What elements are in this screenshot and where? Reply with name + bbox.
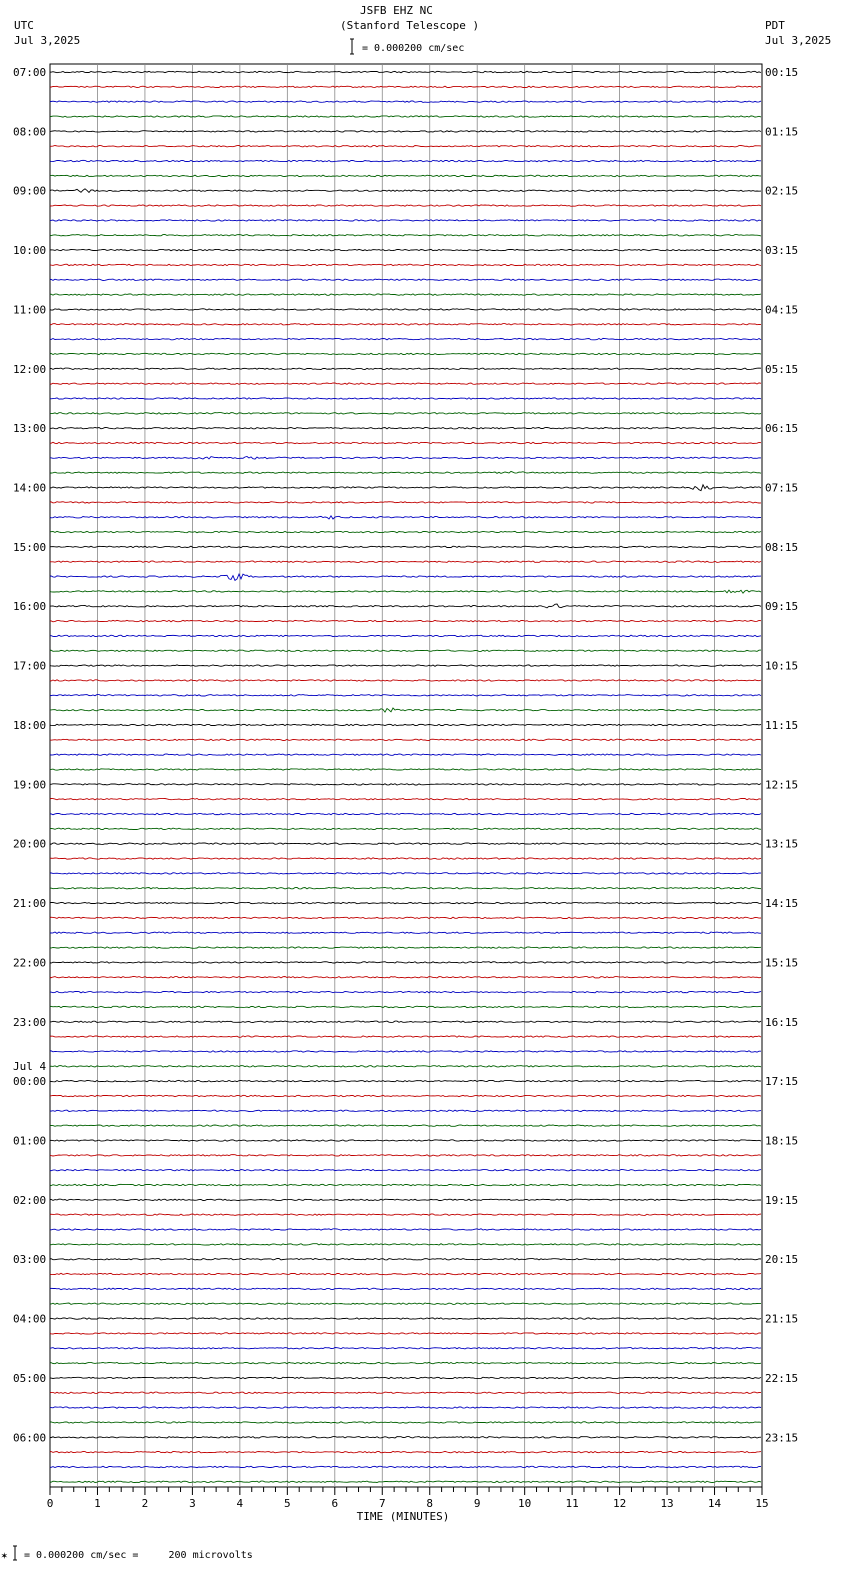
- x-tick-label: 7: [378, 1497, 386, 1510]
- pdt-hour-label: 11:15: [765, 718, 799, 732]
- utc-hour-label: 22:00: [13, 956, 47, 970]
- seismic-trace: [50, 917, 761, 918]
- seismic-trace: [50, 383, 761, 384]
- seismic-trace: [50, 516, 761, 519]
- pdt-hour-label: 05:15: [765, 362, 799, 376]
- date-change-label: Jul 4: [13, 1060, 47, 1074]
- seismic-trace: [50, 1125, 761, 1126]
- pdt-hour-label: 22:15: [765, 1371, 799, 1385]
- seismic-trace: [50, 1318, 761, 1319]
- seismic-trace: [50, 1481, 761, 1482]
- pdt-hour-label: 19:15: [765, 1193, 799, 1207]
- utc-hour-label: 19:00: [13, 778, 47, 792]
- seismic-trace: [50, 754, 761, 755]
- seismic-trace: [50, 368, 761, 369]
- seismic-trace: [50, 1303, 761, 1304]
- seismic-trace: [50, 1466, 761, 1467]
- seismic-trace: [50, 205, 761, 206]
- utc-hour-label: 02:00: [13, 1193, 47, 1207]
- seismic-trace: [50, 1006, 761, 1007]
- x-tick-label: 2: [141, 1497, 149, 1510]
- seismic-trace: [50, 1155, 761, 1156]
- seismic-trace: [50, 1348, 761, 1349]
- utc-hour-label: 01:00: [13, 1134, 47, 1148]
- seismic-trace: [50, 1362, 761, 1363]
- x-tick-label: 9: [473, 1497, 481, 1510]
- seismic-trace: [50, 724, 761, 725]
- pdt-hour-label: 03:15: [765, 244, 799, 258]
- seismic-trace: [50, 680, 761, 681]
- x-tick-label: 6: [331, 1497, 339, 1510]
- seismic-trace: [50, 620, 761, 621]
- station-title: JSFB EHZ NC: [360, 4, 433, 17]
- seismic-trace: [50, 457, 761, 460]
- seismic-trace: [50, 1437, 761, 1438]
- seismic-trace: [50, 873, 761, 874]
- seismic-trace: [50, 695, 761, 696]
- seismic-trace: [50, 799, 761, 800]
- utc-hour-label: 17:00: [13, 659, 47, 673]
- seismic-trace: [50, 353, 761, 354]
- seismic-trace: [50, 962, 761, 963]
- x-tick-label: 14: [707, 1497, 722, 1510]
- x-tick-label: 8: [426, 1497, 434, 1510]
- seismic-trace: [50, 1036, 761, 1037]
- seismic-trace: [50, 991, 761, 992]
- utc-hour-label: 12:00: [13, 362, 47, 376]
- seismic-trace: [50, 1259, 761, 1260]
- seismic-trace: [50, 471, 761, 473]
- pdt-hour-label: 08:15: [765, 540, 799, 554]
- seismic-trace: [50, 86, 761, 87]
- utc-hour-label: 21:00: [13, 897, 47, 911]
- seismic-trace: [50, 428, 761, 429]
- seismic-trace: [50, 398, 761, 399]
- utc-hour-label: 15:00: [13, 540, 47, 554]
- seismic-trace: [50, 858, 761, 859]
- utc-hour-label: 00:00: [13, 1075, 47, 1089]
- seismic-trace: [50, 1333, 761, 1334]
- station-location: (Stanford Telescope ): [340, 19, 480, 32]
- seismic-trace: [50, 502, 761, 503]
- pdt-hour-label: 00:15: [765, 66, 799, 79]
- seismic-trace: [50, 71, 761, 72]
- seismic-trace: [50, 338, 761, 339]
- seismic-trace: [50, 813, 761, 814]
- pdt-hour-label: 04:15: [765, 303, 799, 317]
- x-tick-label: 11: [565, 1497, 579, 1510]
- x-tick-label: 0: [46, 1497, 54, 1510]
- seismic-trace: [50, 531, 761, 532]
- seismic-trace: [50, 1229, 761, 1230]
- x-tick-label: 1: [94, 1497, 101, 1510]
- utc-hour-label: 10:00: [13, 244, 47, 258]
- seismic-trace: [50, 932, 761, 933]
- seismic-trace: [50, 769, 761, 770]
- pdt-hour-label: 01:15: [765, 125, 799, 139]
- pdt-hour-label: 06:15: [765, 422, 799, 436]
- seismic-trace: [50, 604, 761, 608]
- seismic-trace: [50, 1288, 761, 1289]
- seismic-trace: [50, 442, 761, 443]
- utc-hour-label: 16:00: [13, 600, 47, 614]
- seismic-trace: [50, 309, 761, 310]
- pdt-hour-label: 14:15: [765, 897, 799, 911]
- seismic-trace: [50, 235, 761, 236]
- seismic-trace: [50, 324, 761, 325]
- seismic-trace: [50, 739, 761, 740]
- seismic-trace: [50, 1199, 761, 1200]
- seismic-trace: [50, 116, 761, 117]
- seismic-trace: [50, 888, 761, 889]
- seismic-trace: [50, 574, 761, 580]
- seismic-trace: [50, 1451, 761, 1452]
- footer-scale-label: = 0.000200 cm/sec = 200 microvolts: [24, 1550, 253, 1561]
- pdt-hour-label: 20:15: [765, 1253, 799, 1267]
- pdt-hour-label: 18:15: [765, 1134, 799, 1148]
- seismic-trace: [50, 902, 761, 903]
- seismic-trace: [50, 1095, 761, 1096]
- seismic-trace: [50, 843, 761, 844]
- seismic-trace: [50, 635, 761, 636]
- pdt-hour-label: 07:15: [765, 481, 799, 495]
- utc-hour-label: 18:00: [13, 718, 47, 732]
- pdt-hour-label: 02:15: [765, 184, 799, 198]
- utc-hour-label: 20:00: [13, 837, 47, 851]
- seismic-trace: [50, 101, 761, 102]
- seismic-trace: [50, 561, 761, 562]
- seismic-trace: [50, 1377, 761, 1378]
- utc-hour-label: 04:00: [13, 1312, 47, 1326]
- seismic-trace: [50, 1184, 761, 1185]
- seismic-trace: [50, 828, 761, 829]
- seismic-trace: [50, 1244, 761, 1245]
- right-timezone: PDT: [765, 19, 785, 32]
- seismic-trace: [50, 1066, 761, 1067]
- right-date: Jul 3,2025: [765, 34, 832, 47]
- seismic-trace: [50, 264, 761, 265]
- pdt-hour-label: 09:15: [765, 600, 799, 614]
- x-tick-label: 12: [612, 1497, 627, 1510]
- x-tick-label: 5: [284, 1497, 291, 1510]
- seismic-trace: [50, 1392, 761, 1393]
- utc-hour-label: 23:00: [13, 1015, 47, 1029]
- seismic-trace: [50, 146, 761, 147]
- pdt-hour-label: 12:15: [765, 778, 799, 792]
- utc-hour-label: 14:00: [13, 481, 47, 495]
- seismic-trace: [50, 977, 761, 978]
- seismic-trace: [50, 485, 761, 491]
- seismic-trace: [50, 665, 761, 666]
- pdt-hour-label: 17:15: [765, 1075, 799, 1089]
- seismic-trace: [50, 175, 761, 176]
- seismic-trace: [50, 590, 761, 593]
- seismic-trace: [50, 650, 761, 651]
- seismic-trace: [50, 1214, 761, 1215]
- utc-hour-label: 03:00: [13, 1253, 47, 1267]
- x-tick-label: 3: [189, 1497, 196, 1510]
- utc-hour-label: 11:00: [13, 303, 47, 317]
- seismic-trace: [50, 546, 761, 547]
- pdt-hour-label: 13:15: [765, 837, 799, 851]
- seismic-trace: [50, 413, 761, 414]
- utc-hour-label: 08:00: [13, 125, 47, 139]
- x-axis-title: TIME (MINUTES): [356, 1510, 450, 1523]
- seismic-trace: [50, 294, 761, 295]
- seismic-trace: [50, 1422, 761, 1423]
- pdt-hour-label: 16:15: [765, 1015, 799, 1029]
- seismic-trace: [50, 160, 761, 161]
- seismic-trace: [50, 1273, 761, 1274]
- seismic-trace: [50, 708, 761, 712]
- x-tick-label: 4: [236, 1497, 244, 1510]
- seismic-trace: [50, 1021, 761, 1022]
- pdt-hour-label: 10:15: [765, 659, 799, 673]
- seismic-trace: [50, 1170, 761, 1171]
- seismic-trace: [50, 249, 761, 250]
- scale-label: = 0.000200 cm/sec: [362, 43, 465, 54]
- pdt-hour-label: 15:15: [765, 956, 799, 970]
- footer-marker: ✶: [1, 1549, 8, 1562]
- utc-hour-label: 13:00: [13, 422, 47, 436]
- seismic-trace: [50, 1110, 761, 1111]
- seismic-trace: [50, 1407, 761, 1408]
- left-date: Jul 3,2025: [14, 34, 81, 47]
- x-tick-label: 13: [660, 1497, 674, 1510]
- utc-hour-label: 09:00: [13, 184, 47, 198]
- seismic-trace: [50, 220, 761, 221]
- seismic-trace: [50, 1051, 761, 1052]
- x-tick-label: 10: [518, 1497, 532, 1510]
- pdt-hour-label: 23:15: [765, 1431, 799, 1445]
- seismic-trace: [50, 784, 761, 785]
- seismic-trace: [50, 131, 761, 132]
- seismic-trace: [50, 1140, 761, 1141]
- pdt-hour-label: 21:15: [765, 1312, 799, 1326]
- x-tick-label: 15: [755, 1497, 769, 1510]
- left-timezone: UTC: [14, 19, 34, 32]
- seismic-trace: [50, 279, 761, 280]
- utc-hour-label: 05:00: [13, 1371, 47, 1385]
- utc-hour-label: 06:00: [13, 1431, 47, 1445]
- seismic-trace: [50, 947, 761, 948]
- seismic-trace: [50, 189, 761, 193]
- seismic-trace: [50, 1080, 761, 1081]
- utc-hour-label: 07:00: [13, 66, 47, 79]
